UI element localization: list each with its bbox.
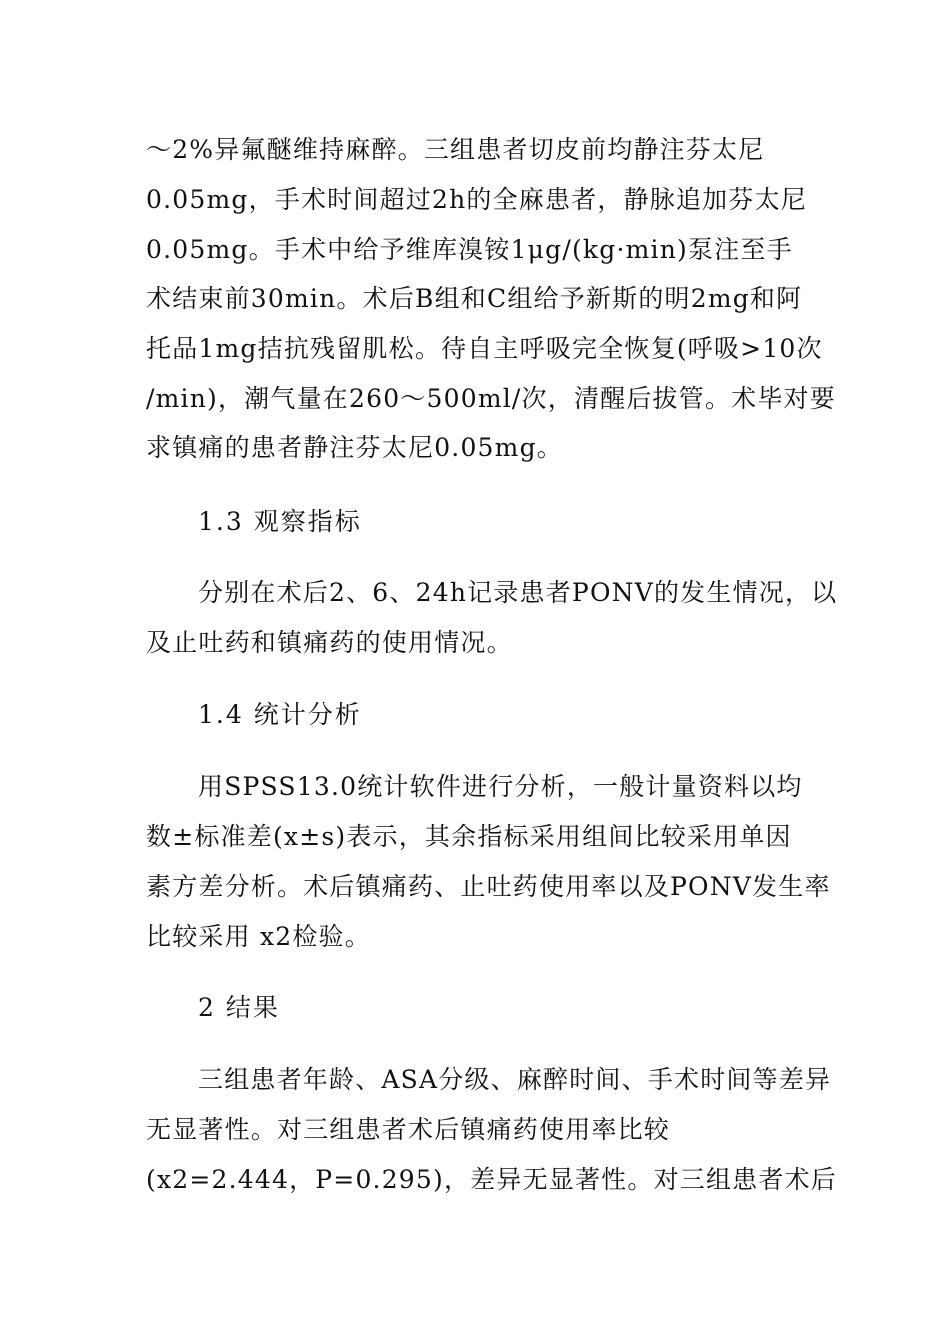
text-line: 术结束前30min。术后B组和C组给予新斯的明2mg和阿 <box>146 284 803 313</box>
text-line: (x2=2.444，P=0.295)，差异无显著性。对三组患者术后 <box>146 1165 837 1194</box>
text-line: 分别在术后2、6、24h记录患者PONV的发生情况，以 <box>198 578 838 607</box>
section-heading-1-3: 1.3 观察指标 <box>198 507 362 536</box>
text-line: 及止吐药和镇痛药的使用情况。 <box>146 628 513 657</box>
text-line: 0.05mg，手术时间超过2h的全麻患者，静脉追加芬太尼 <box>146 185 807 214</box>
text-line: 三组患者年龄、ASA分级、麻醉时间、手术时间等差异 <box>198 1065 832 1094</box>
text-line: /min)，潮气量在260～500ml/次，清醒后拔管。术毕对要 <box>146 384 836 413</box>
section-heading-1-4: 1.4 统计分析 <box>198 700 362 729</box>
text-line: 托品1mg拮抗残留肌松。待自主呼吸完全恢复(呼吸>10次 <box>146 334 823 363</box>
text-line: 素方差分析。术后镇痛药、止吐药使用率以及PONV发生率 <box>146 872 831 901</box>
text-line: 用SPSS13.0统计软件进行分析，一般计量资料以均 <box>198 772 803 801</box>
section-heading-2: 2 结果 <box>198 993 280 1022</box>
text-line: 求镇痛的患者静注芬太尼0.05mg。 <box>146 433 563 462</box>
text-line: 0.05mg。手术中给予维库溴铵1μg/(kg·min)泵注至手 <box>146 235 793 264</box>
text-line: 无显著性。对三组患者术后镇痛药使用率比较 <box>146 1115 671 1144</box>
text-line: 比较采用 x2检验。 <box>146 922 371 951</box>
text-line: 数±标准差(x±s)表示，其余指标采用组间比较采用单因 <box>146 822 792 851</box>
text-line: ～2%异氟醚维持麻醉。三组患者切皮前均静注芬太尼 <box>146 135 765 164</box>
